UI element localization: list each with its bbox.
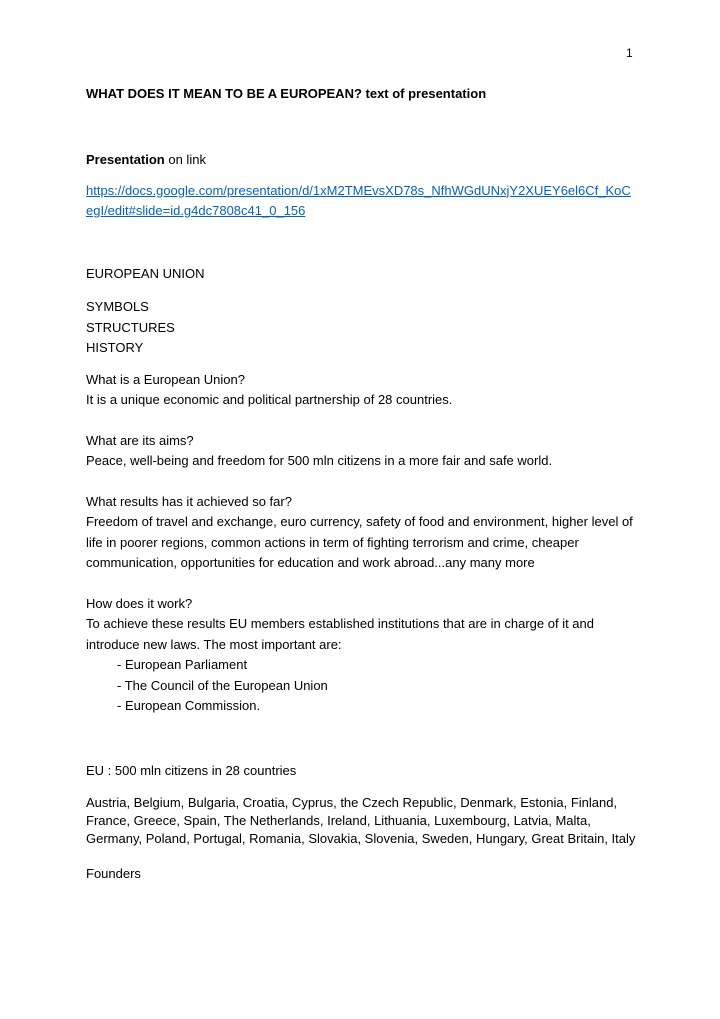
qa-block: [86, 594, 646, 656]
topic-item: STRUCTURES: [86, 319, 175, 335]
eu-heading: EU : 500 mln citizens in 28 countries: [86, 762, 297, 778]
topic-item: SYMBOLS: [86, 299, 149, 314]
answer: Peace, well-being and freedom for 500 mln citizens in a more fair and safe world.: [86, 453, 553, 468]
list-item: - The Council of the European Union: [117, 677, 328, 693]
presentation-suffix: on link: [164, 152, 206, 167]
question: How does it work?: [86, 595, 193, 611]
list-item: - European Commission.: [117, 698, 261, 713]
presentation-line: [86, 150, 646, 171]
qa-block: [86, 492, 646, 574]
document-title: WHAT DOES IT MEAN TO BE A EUROPEAN? text of presentation: [86, 86, 487, 101]
presentation-link[interactable]: https://docs.google.com/presentation/d/1xM2TMEvsXD78s_NfhWGdUNxjY2XUEY6el6Cf_KoCegI/edit#slide=id.g4dc7808c41_0_156: [86, 182, 631, 218]
document-body: [86, 84, 646, 885]
answer: To achieve these results EU members established institutions that are in charge of it and introduce new laws. The most important are:: [86, 616, 594, 652]
founders-heading: Founders: [86, 866, 141, 881]
presentation-label: Presentation: [86, 152, 165, 167]
countries-paragraph: Austria, Belgium, Bulgaria, Croatia, Cyprus, the Czech Republic, Denmark, Estonia, Finland, France, Greece, Spain, The Netherlands, Ireland, Lithuania, Luxembourg, Latvia, Malta, Germany, Poland, Portugal, Romania, Slovakia, Slovenia, Sweden, Hungary, Great Britain, Italy: [86, 795, 636, 846]
section-heading: EUROPEAN UNION: [86, 265, 205, 281]
answer: Freedom of travel and exchange, euro currency, safety of food and environment, higher level of life in poorer regions, common actions in term of fighting terrorism and crime, cheaper communication, opportunities for education and work abroad...any many more: [86, 514, 633, 570]
list-item: - European Parliament: [117, 657, 248, 672]
qa-block: [86, 431, 646, 472]
page-number: 1: [626, 46, 633, 60]
question: What are its aims?: [86, 432, 194, 448]
question: What is a European Union?: [86, 371, 245, 387]
qa-block: [86, 370, 646, 411]
question: What results has it achieved so far?: [86, 493, 292, 509]
institutions-list: [86, 655, 646, 717]
answer: It is a unique economic and political partnership of 28 countries.: [86, 392, 453, 407]
topics-list: [86, 297, 646, 359]
topic-item: HISTORY: [86, 340, 144, 355]
